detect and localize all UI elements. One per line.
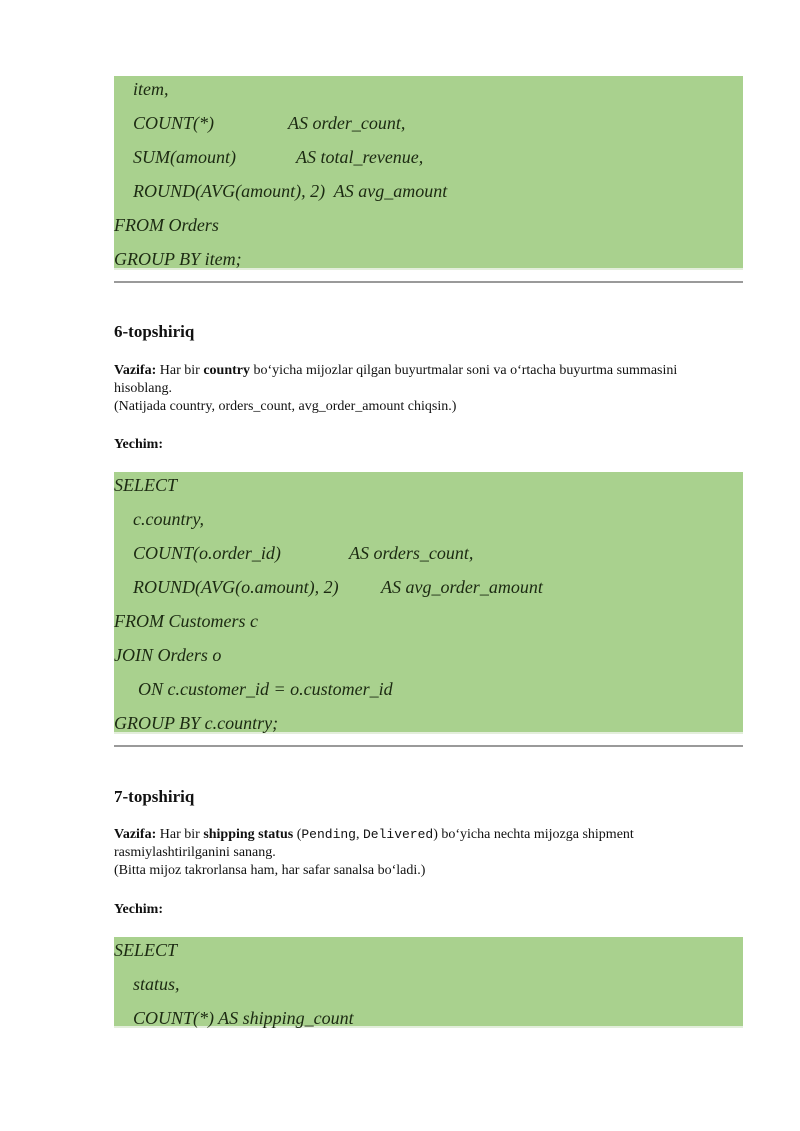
vazifa-label: Vazifa: bbox=[114, 363, 157, 378]
task7-sep: , bbox=[355, 827, 363, 842]
task7-text-a: Har bir bbox=[156, 827, 204, 842]
code-line: GROUP BY c.country; bbox=[114, 713, 279, 733]
code-line: JOIN Orders o bbox=[114, 645, 222, 665]
task7-description bbox=[114, 826, 734, 880]
code-block-task7 bbox=[114, 937, 743, 1028]
code-line: SELECT bbox=[114, 940, 178, 960]
divider bbox=[114, 745, 743, 747]
code-line: GROUP BY item; bbox=[114, 249, 242, 269]
task6-heading: 6-topshiriq bbox=[114, 322, 195, 341]
task6-text-a: Har bir bbox=[156, 363, 204, 378]
code-block-task6 bbox=[114, 472, 743, 734]
code-line: SUM(amount) bbox=[133, 147, 236, 167]
code-line: status, bbox=[133, 974, 180, 994]
task7-heading: 7-topshiriq bbox=[114, 787, 195, 806]
code-line: COUNT(o.order_id) bbox=[133, 543, 281, 563]
code-line: ON c.customer_id = o.customer_id bbox=[138, 679, 393, 699]
code-line: FROM Orders bbox=[114, 215, 219, 235]
code-delivered: Delivered bbox=[362, 827, 434, 842]
code-line: COUNT(*) AS shipping_count bbox=[133, 1008, 354, 1028]
vazifa-label: Vazifa: bbox=[114, 827, 157, 842]
code-line: AS order_count, bbox=[288, 113, 406, 133]
code-line: AS avg_order_amount bbox=[381, 577, 543, 597]
task6-description bbox=[114, 362, 734, 416]
task6-text-b: bo‘yicha mijozlar qilgan buyurtmalar soni va o‘rtacha buyurtma summasini hisoblang. bbox=[114, 363, 678, 396]
task6-yechim bbox=[114, 436, 734, 454]
code-line: c.country, bbox=[133, 509, 204, 529]
divider bbox=[114, 281, 743, 283]
code-line: AS total_revenue, bbox=[296, 147, 424, 167]
code-line: ROUND(AVG(o.amount), 2) bbox=[133, 577, 339, 597]
task6-bold-term: country bbox=[203, 363, 250, 378]
task7-note: (Bitta mijoz takrorlansa ham, har safar sanalsa bo‘ladi.) bbox=[114, 863, 426, 878]
code-line: item, bbox=[133, 79, 169, 99]
task7-yechim bbox=[114, 901, 734, 919]
task7-text-b: ( bbox=[293, 827, 302, 842]
task6-note: (Natijada country, orders_count, avg_order_amount chiqsin.) bbox=[114, 399, 457, 414]
yechim-label: Yechim: bbox=[114, 437, 163, 452]
code-pending: Pending bbox=[301, 827, 356, 842]
code-line: FROM Customers c bbox=[114, 611, 258, 631]
code-line: COUNT(*) bbox=[133, 113, 215, 133]
task7-bold-term: shipping status bbox=[203, 827, 294, 842]
task7-text-c: ) bo‘yicha nechta mijozga shipment rasmiylashtirilganini sanang. bbox=[114, 827, 634, 860]
yechim-label: Yechim: bbox=[114, 902, 163, 917]
code-line: AS orders_count, bbox=[349, 543, 474, 563]
code-line: ROUND(AVG(amount), 2) AS avg_amount bbox=[133, 181, 448, 201]
code-block-task5 bbox=[114, 76, 743, 270]
code-line: SELECT bbox=[114, 475, 178, 495]
